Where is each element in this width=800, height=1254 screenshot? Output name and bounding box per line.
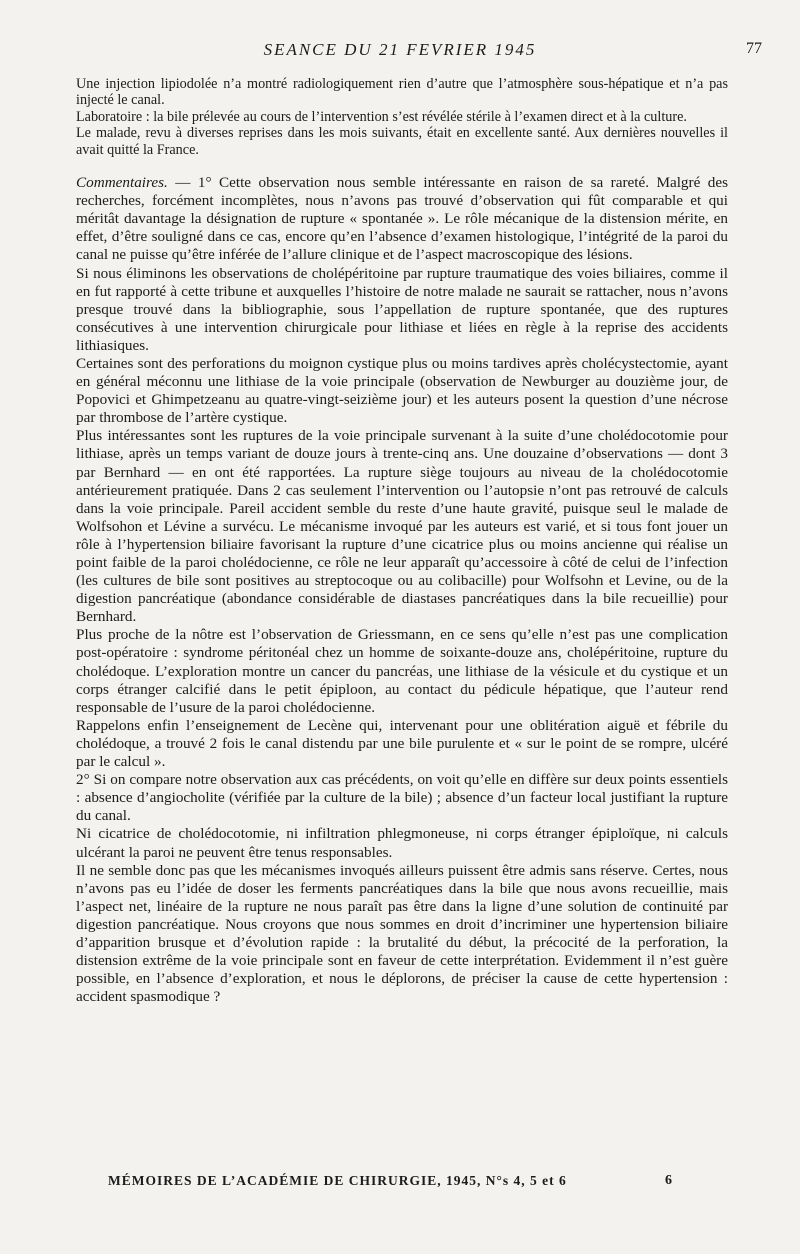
paragraph: Plus proche de la nôtre est l’observation de Griessmann, en ce sens qu’elle n’est pas une complication post-opératoire : syndrome péritonéal chez un homme de soixante-douze ans, cholépéritoine, rupture du cholédoque. L’exploration montre un cancer du pancréas, une lithiase de la vésicule et du cystique et un corps étranger calcifié dans le petit épiploon, au contact du pédicule hépatique, que l’auteur rend responsable de l’usure de la paroi cholédocienne. <box>76 626 728 716</box>
paragraph: Ni cicatrice de cholédocotomie, ni infiltration phlegmoneuse, ni corps étranger épiploïque, ni calculs ulcérant la paroi ne peuvent être tenus responsables. <box>76 825 728 861</box>
commentary-section <box>76 174 728 1006</box>
paragraph: Il ne semble donc pas que les mécanismes invoqués ailleurs puissent être admis sans réserve. Certes, nous n’avons pas eu l’idée de doser les ferments pancréatiques dans la bile que nous avons recueillie, mais l’aspect net, linéaire de la rupture ne nous paraît pas être dans la ligne d’une solution de continuité par digestion pancréatique. Nous croyons que nous sommes en droit d’incriminer une hypertension biliaire d’apparition brusque et d’évolution rapide : la brutalité du début, la précocité de la perforation, la distension extrême de la voie principale sont en faveur de cette interprétation. Evidemment il n’est guère possible, en l’absence d’exploration, et nous le déplorons, de préciser la cause de cette hypertension : accident spasmodique ? <box>76 861 728 1006</box>
case-report-end <box>76 76 728 158</box>
commentary-paragraph <box>76 174 728 264</box>
running-title: SEANCE DU 21 FEVRIER 1945 <box>263 40 537 59</box>
paragraph: Une injection lipiodolée n’a montré radiologiquement rien d’autre que l’atmosphère sous-hépatique et n’a pas injecté le canal. <box>76 76 728 109</box>
page-number: 77 <box>746 40 762 57</box>
signature-mark: 6 <box>665 1173 672 1188</box>
commentary-text: — 1° Cette observation nous semble intéressante en raison de sa rareté. Malgré des recherches, forcément incomplètes, nous n’avons pas trouvé d’observation qui fût comparable et qui méritât davantage la désignation de rupture « spontanée ». Le rôle mécanique de la distension mérite, en effet, d’être souligné dans ce cas, encore qu’en l’absence d’examen histologique, l’intégrité de la paroi du canal ne puisse qu’être inférée de l’allure clinique et de l’aspect macroscopique des lésions. <box>76 174 728 264</box>
journal-reference: MÉMOIRES DE L’ACADÉMIE DE CHIRURGIE, 1945, N°s 4, 5 et 6 <box>108 1173 567 1188</box>
paragraph: Certaines sont des perforations du moignon cystique plus ou moins tardives après cholécystectomie, ayant en général méconnu une lithiase de la voie principale (observation de Newburger au douzième jour, de Popovici et Ghimpetzeanu au quatre-vingt-seizième jour) et les auteurs posent la question d’une nécrose par thrombose de l’artère cystique. <box>76 354 728 427</box>
paragraph: 2° Si on compare notre observation aux cas précédents, on voit qu’elle en diffère sur deux points essentiels : absence d’angiocholite (vérifiée par la culture de la bile) ; absence d’un facteur local justifiant la rupture du canal. <box>76 771 728 825</box>
section-gap <box>76 158 728 174</box>
paragraph: Laboratoire : la bile prélevée au cours de l’intervention s’est révélée stérile à l’examen direct et à la culture. <box>76 108 687 125</box>
page-footer <box>0 1173 800 1193</box>
commentary-heading: Commentaires. <box>76 174 168 192</box>
running-header <box>0 40 800 64</box>
paragraph: Rappelons enfin l’enseignement de Lecène qui, intervenant pour une oblitération aiguë et fébrile du cholédoque, a trouvé 2 fois le canal distendu par une bile purulente et « sur le point de se rompre, ulcéré par le calcul ». <box>76 716 728 771</box>
body-text <box>76 76 728 1006</box>
paragraph: Si nous éliminons les observations de cholépéritoine par rupture traumatique des voies biliaires, comme il en fut rapporté à cette tribune et auxquelles l’histoire de notre malade ne saurait se rattacher, nous n’avons presque trouvé dans la bibliographie, sous l’appellation de rupture spontanée, que des ruptures consécutives à une intervention chirurgicale pour lithiase et liées en règle à la reprise des accidents lithiasiques. <box>76 264 728 354</box>
paragraph: Le malade, revu à diverses reprises dans les mois suivants, était en excellente santé. Aux dernières nouvelles il avait quitté la France. <box>76 125 728 158</box>
paragraph: Plus intéressantes sont les ruptures de la voie principale survenant à la suite d’une cholédocotomie pour lithiase, après un temps variant de douze jours à trente-cinq ans. Une douzaine d’observations — dont 3 par Bernhard — en ont été rapportées. La rupture siège toujours au niveau de la cholédocotomie antérieurement pratiquée. Dans 2 cas seulement l’intervention ou l’autopsie n’ont pas retrouvé de calculs dans la voie principale. Pareil accident semble du reste d’une haute gravité, puisque seul le malade de Wolfsohon et Lévine a survécu. Le mécanisme invoqué par les auteurs est varié, et si tous font jouer un rôle à l’hypertension biliaire favorisant la rupture d’une cicatrice plus ou moins ancienne qui réalise un point faible de la paroi cholédocienne, ce rôle ne leur apparaît qu’accessoire à côté de celui de l’infection (les cultures de bile sont positives au streptocoque ou au colibacille) pour Wolfsohn et Levine, ou de la digestion pancréatique (abondance considérable de diastases pancréatiques dans la bile recueillie) pour Bernhard. <box>76 427 728 626</box>
